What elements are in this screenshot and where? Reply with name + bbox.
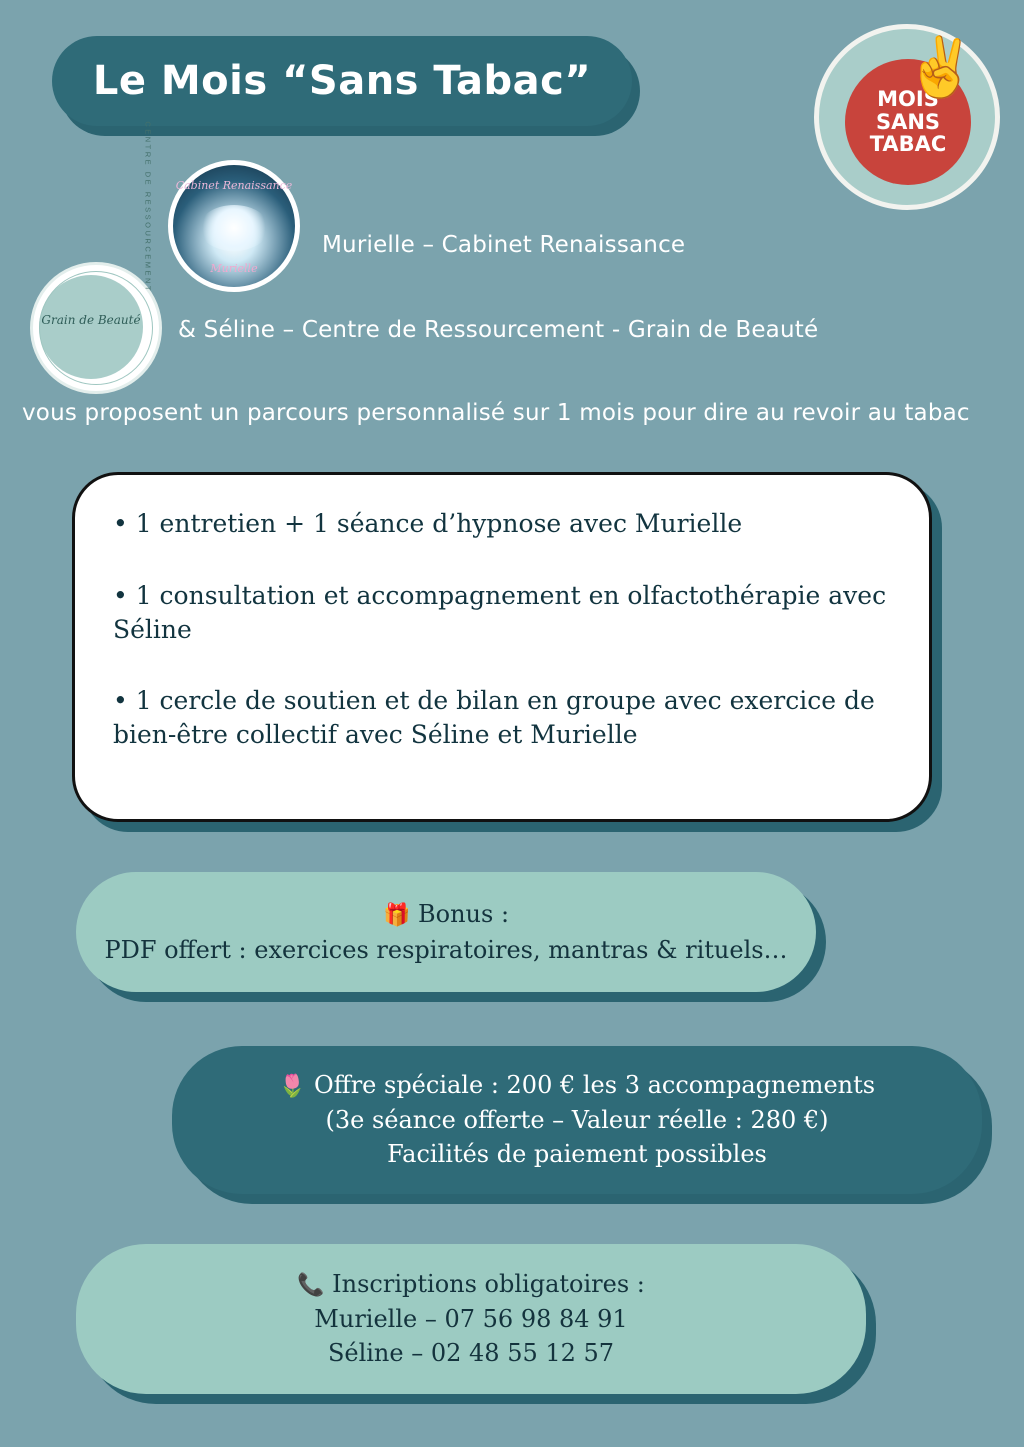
grain-logo-ring [39,271,153,385]
bonus-title-line [383,896,509,932]
contact-murielle: Murielle – 07 56 98 84 91 [314,1304,628,1333]
offre-line-2: (3e séance offerte – Valeur réelle : 280 €) [325,1105,829,1134]
contact-seline: Séline – 02 48 55 12 57 [327,1339,615,1368]
badge-line-2: SANS [875,109,941,134]
grain-de-beaute-logo [30,121,162,394]
offre-speciale-pill [172,1046,982,1194]
badge-line-1: MOIS [877,86,939,111]
bonus-pill [76,872,816,992]
offer-item-1: • 1 entretien + 1 séance d’hypnose avec Murielle [113,509,743,538]
offer-item-3: • 1 cercle de soutien et de bilan en groupe avec exercice de bien-être collectif avec Séline et Murielle [113,686,875,749]
bonus-title: Bonus : [418,900,510,928]
offre-line-1: Offre spéciale : 200 € les 3 accompagnements [313,1070,876,1099]
grain-logo-ring-text: CENTRE DE RESSOURCEMENT [144,121,153,293]
victory-hand-icon: ✌ [904,35,977,100]
inscriptions-pill [76,1244,866,1394]
intro-line-2: & Séline – Centre de Ressourcement - Grain de Beauté [178,317,819,343]
page-title: Le Mois “Sans Tabac” [92,58,592,104]
lotus-flower-icon [199,205,269,251]
lotus-logo-bottom-text: Murielle [210,262,258,275]
title-banner [52,36,632,126]
offer-item-2: • 1 consultation et accompagnement en olfactothérapie avec Séline [113,580,887,644]
inscriptions-title-line [297,1267,645,1302]
bonus-text: PDF offert : exercices respiratoires, mantras & rituels… [104,936,788,964]
gift-icon: 🎁 [382,903,411,928]
intro-line-3: vous proposent un parcours personnalisé sur 1 mois pour dire au revoir au tabac [22,400,970,426]
mois-sans-tabac-badge [814,24,1000,210]
tulip-icon: 🌷 [278,1073,307,1099]
intro-line-1: Murielle – Cabinet Renaissance [322,232,686,258]
grain-logo-name: Grain de Beauté [41,313,141,327]
offer-card [72,472,932,822]
page-title-banner [52,36,632,126]
badge-line-3: TABAC [869,132,947,157]
lotus-logo-top-text: Cabinet Renaissance [175,179,293,192]
cabinet-renaissance-logo [168,160,300,292]
offre-line-3: Facilités de paiement possibles [387,1140,767,1169]
inscriptions-title: Inscriptions obligatoires : [332,1269,645,1298]
phone-icon: 📞 [297,1272,325,1298]
offre-line-1-wrap [279,1068,875,1103]
